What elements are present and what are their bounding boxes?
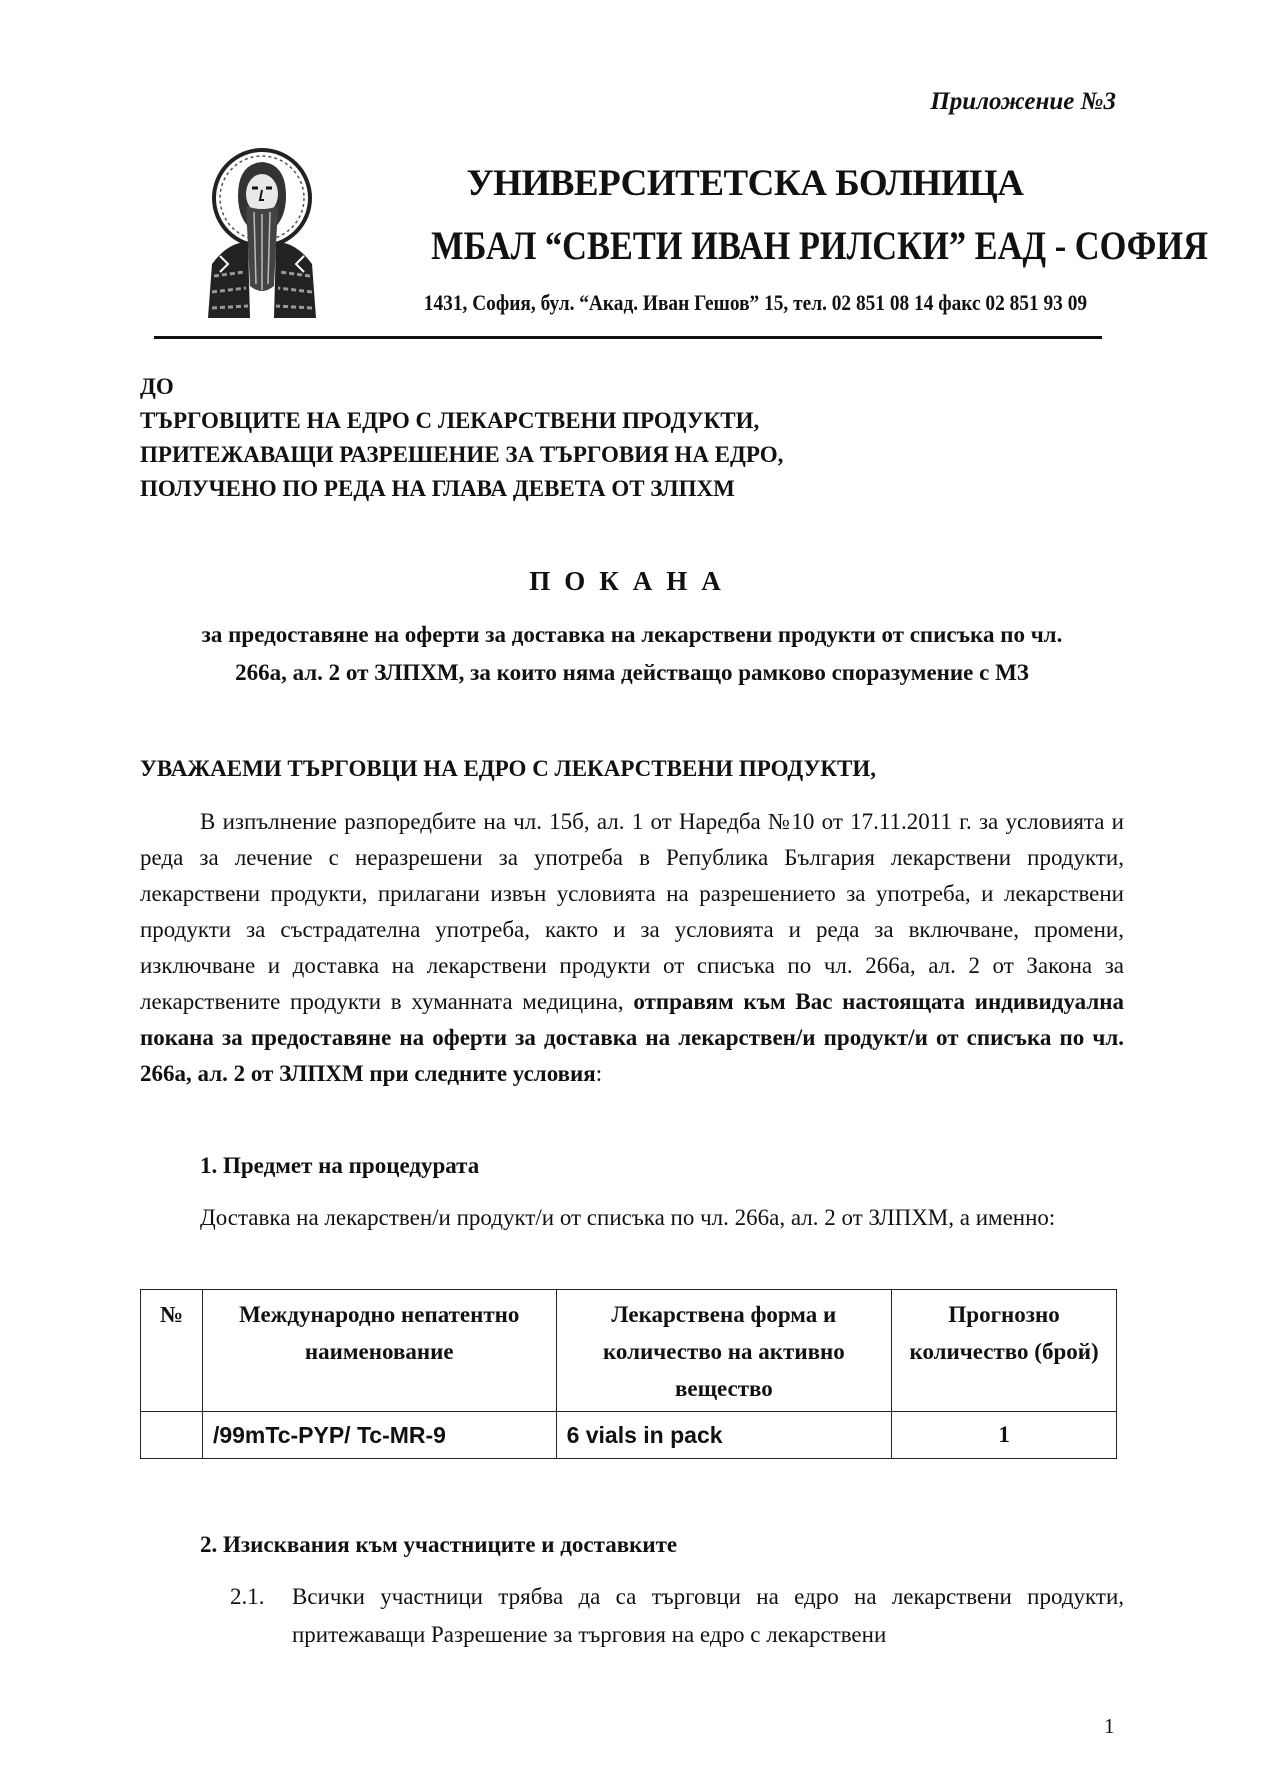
col-header-num: № <box>141 1290 203 1412</box>
header-rule <box>154 336 1102 339</box>
annex-label: Приложение №3 <box>930 88 1116 115</box>
col-header-qty: Прогнозно количество (брой) <box>892 1290 1117 1412</box>
addressee-line: ТЪРГОВЦИТЕ НА ЕДРО С ЛЕКАРСТВЕНИ ПРОДУКТИ, <box>140 408 760 433</box>
item-number: 2.1. <box>230 1584 265 1609</box>
section-1-text <box>140 1200 1124 1236</box>
greeting: УВАЖАЕМИ ТЪРГОВЦИ НА ЕДРО С ЛЕКАРСТВЕНИ ПРОДУКТИ, <box>140 756 877 781</box>
section-1-body: Доставка на лекарствен/и продукт/и от списъка по чл. 266а, ал. 2 от ЗЛПХМ, а именно: <box>200 1205 1056 1230</box>
table-header-row <box>141 1290 1117 1412</box>
addressee-line: ДО <box>140 374 174 399</box>
col-header-form: Лекарствена форма и количество на активно вещество <box>556 1290 892 1412</box>
cell-num <box>141 1412 203 1459</box>
section-2-item <box>230 1578 1124 1654</box>
addressee-block <box>140 370 783 506</box>
addressee-line: ПРИТЕЖАВАЩИ РАЗРЕШЕНИЕ ЗА ТЪРГОВИЯ НА ЕДРО, <box>140 442 784 467</box>
subtitle-line: за предоставяне на оферти за доставка на лекарствени продукти от списъка по чл. <box>201 622 1063 647</box>
hospital-contact: 1431, София, бул. “Акад. Иван Гешов” 15, тел. 02 851 08 14 факс 02 851 93 09 <box>423 290 1088 315</box>
intro-paragraph <box>140 804 1124 1092</box>
hospital-full-name: МБАЛ “СВЕТИ ИВАН РИЛСКИ” ЕАД - СОФИЯ <box>431 223 1208 268</box>
intro-end: : <box>595 1061 603 1086</box>
table-row <box>141 1412 1117 1459</box>
cell-inn: /99mTc-PYP/ Tc-MR-9 <box>202 1412 556 1459</box>
section-2-heading: 2. Изисквания към участниците и доставките <box>200 1532 678 1557</box>
intro-text: В изпълнение разпоредбите на чл. 15б, ал. 1 от Наредба №10 от 17.11.2011 г. за условията и реда за лечение с неразрешени за употреба в Република България лекарствени продукти, лекарствени продукти, прилагани извън условията на разрешението за употреба, и лекарствени продукти за състрадателна употреба, както и за условията и реда за включване, промени, изключване и доставка на лекарствени продукти от списъка по чл. 266а, ал. 2 от Закона за лекарствените продукти в хуманната медицина, <box>140 809 1124 1014</box>
item-text: Всички участници трябва да са търговци на едро на лекарствени продукти, притежаващи Разрешение за търговия на едро с лекарствени <box>292 1584 1124 1647</box>
saint-icon-logo <box>198 146 326 318</box>
section-1-heading: 1. Предмет на процедурата <box>200 1153 480 1178</box>
col-header-inn: Международно непатентно наименование <box>202 1290 556 1412</box>
document-title: ПОКАНА <box>529 566 735 596</box>
cell-qty: 1 <box>892 1412 1117 1459</box>
cell-form: 6 vials in pack <box>556 1412 892 1459</box>
page-number: 1 <box>1104 1714 1115 1738</box>
intro-bold-text: отправям към Вас настоящата индивидуална покана за предоставяне на оферти за доставка на лекарствен/и продукт/и от списъка по чл. 266а, ал. 2 от ЗЛПХМ при следните условия <box>140 989 1124 1086</box>
subtitle-line: 266а, ал. 2 от ЗЛПХМ, за които няма действащо рамково споразумение с МЗ <box>235 660 1029 685</box>
products-table <box>140 1289 1117 1459</box>
addressee-line: ПОЛУЧЕНО ПО РЕДА НА ГЛАВА ДЕВЕТА ОТ ЗЛПХМ <box>140 476 735 501</box>
document-subtitle <box>140 616 1124 692</box>
hospital-name: УНИВЕРСИТЕТСКА БОЛНИЦА <box>466 163 1024 204</box>
